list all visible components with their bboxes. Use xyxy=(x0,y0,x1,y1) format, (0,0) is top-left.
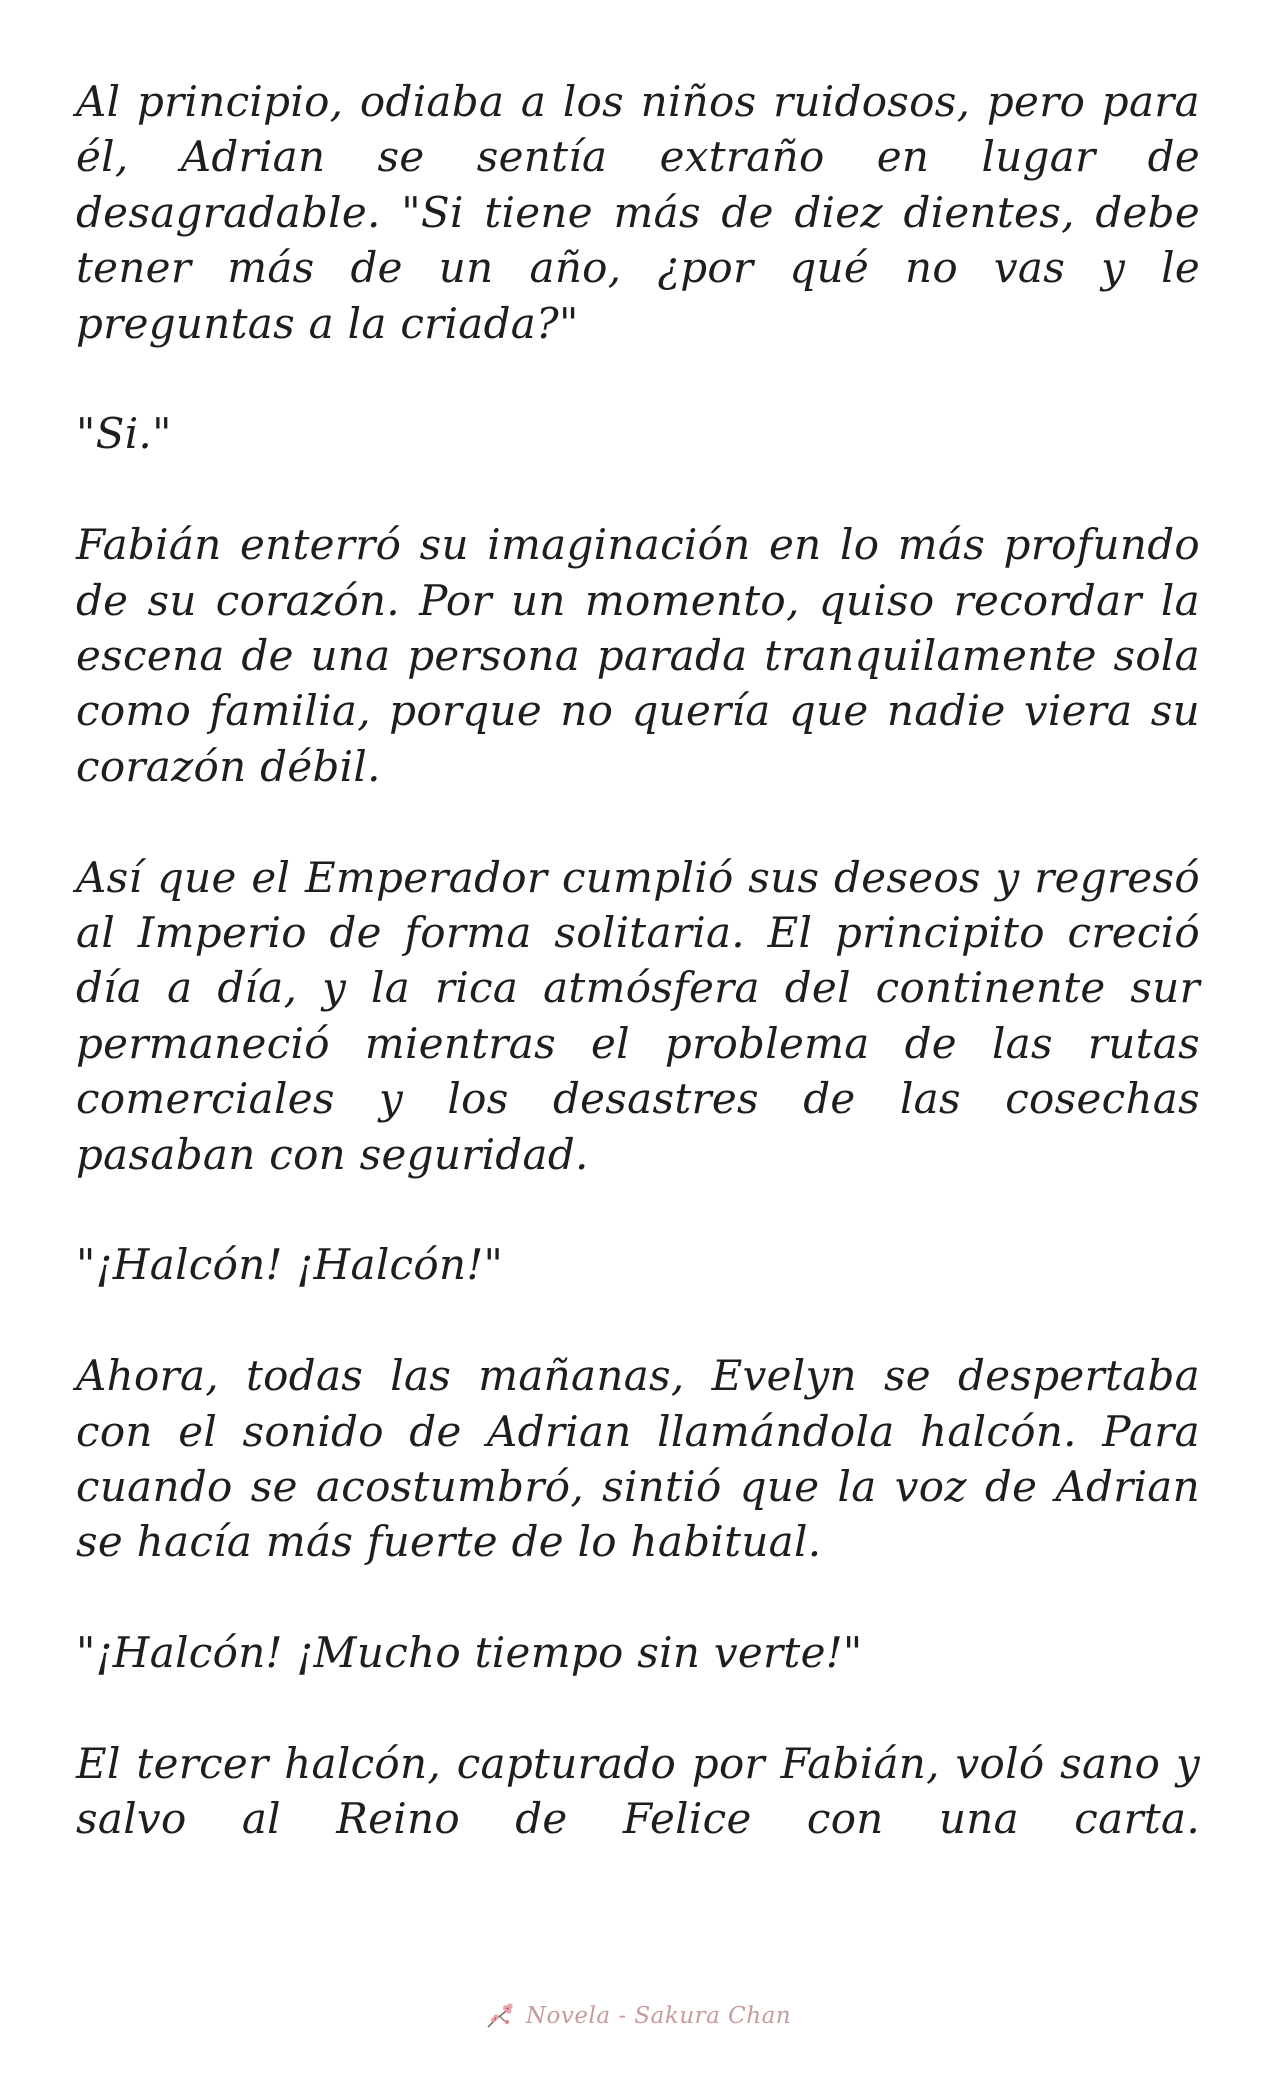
watermark xyxy=(484,1999,791,2033)
paragraph-2: "Si." xyxy=(76,409,172,459)
paragraph-6: Ahora, todas las mañanas, Evelyn se despertaba con el sonido de Adrian llamándola halcón. Para cuando se acostumbró, sintió que la voz de Adrian se hacía más fuerte de lo habitual. xyxy=(76,1351,1200,1567)
paragraph-5: "¡Halcón! ¡Halcón!" xyxy=(76,1240,504,1290)
paragraph-7: "¡Halcón! ¡Mucho tiempo sin verte!" xyxy=(76,1628,863,1678)
watermark-text: Novela - Sakura Chan xyxy=(525,2003,792,2029)
document-body xyxy=(76,74,1200,1847)
paragraph-8: El tercer halcón, capturado por Fabián, voló sano y salvo al Reino de Felice con una carta. xyxy=(76,1739,1200,1844)
paragraph-1: Al principio, odiaba a los niños ruidosos, pero para él, Adrian se sentía extraño en lugar de desagradable. "Si tiene más de diez dientes, debe tener más de un año, ¿por qué no vas y le preguntas a la criada?" xyxy=(76,77,1200,348)
cherry-blossom-icon xyxy=(484,1999,518,2033)
footer-watermark xyxy=(0,1996,1275,2036)
paragraph-3: Fabián enterró su imaginación en lo más profundo de su corazón. Por un momento, quiso recordar la escena de una persona parada tranquilamente sola como familia, porque no quería que nadie viera su corazón débil. xyxy=(76,520,1200,791)
paragraph-4: Así que el Emperador cumplió sus deseos y regresó al Imperio de forma solitaria. El principito creció día a día, y la rica atmósfera del continente sur permaneció mientras el problema de las rutas comerciales y los desastres de las cosechas pasaban con seguridad. xyxy=(76,852,1200,1179)
